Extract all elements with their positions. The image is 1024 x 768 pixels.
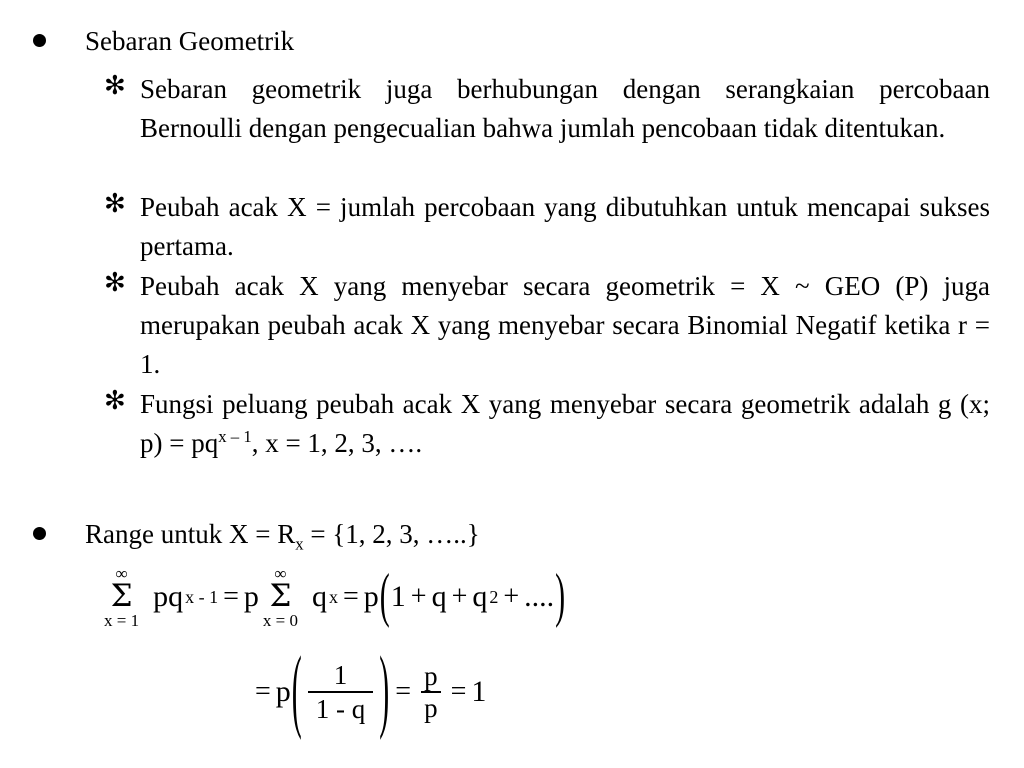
sub-bullet-1-block [0,70,1024,148]
plus-sign-1: + [410,581,427,613]
bullet-level2-item [0,70,1024,148]
sigma-icon: Σ [110,577,133,614]
equals-sign-5: = [450,676,467,708]
equation-line-2 [0,639,1024,742]
sub-bullet-4-lead: Fungsi peluang peubah acak X yang menyebar secara geometrik adalah g (x; p) = pq [140,389,990,458]
bullet-level2-item [0,385,1024,463]
fraction-numerator: p [424,661,438,691]
equation-line-2-block [0,639,1024,742]
series-ellipsis: .... [524,580,555,614]
fraction-denominator: p [424,693,438,724]
sub-bullet-4-block [0,385,1024,463]
term-q: q x [311,580,338,614]
equation-line-1-block [0,565,1024,630]
factor-p-1: p [243,580,259,614]
fraction-one-over-one-minus-q [308,660,374,724]
open-paren-icon: ( [291,639,302,742]
sub-bullet-4-exponent: x – 1 [218,427,252,446]
term-pq: pq x - 1 [153,580,219,614]
fraction-p-over-p [421,661,441,723]
range-lead: Range untuk X = R [85,519,296,549]
range-text [85,515,1024,553]
series-term-1: 1 [390,580,406,614]
plus-sign-3: + [503,581,520,613]
factor-p-3: p [275,675,291,709]
star-bullet-icon: ✻ [104,71,126,101]
term-pq-base: pq [153,580,184,614]
bullet-level1-range [0,515,1024,553]
equation-line-1 [0,565,1024,630]
sub-bullet-2-block [0,188,1024,266]
equals-sign-3: = [255,676,271,708]
sub-bullet-2-text: Peubah acak X = jumlah percobaan yang dibutuhkan untuk mencapai sukses pertama. [140,192,990,261]
equals-sign-4: = [395,676,412,708]
series-term-3-base: q [472,580,488,614]
sub-bullet-4-text [140,385,990,463]
bullet-level2-item [0,267,1024,384]
close-paren-icon: ) [555,563,566,630]
term-q-base: q [311,580,327,614]
sigma-icon: Σ [269,577,292,614]
summation-2 [263,565,298,630]
factor-p-2: p [363,580,379,614]
star-bullet-icon: ✻ [104,189,126,219]
summation-2-upper-limit: ∞ [274,564,287,583]
sub-bullet-3-block [0,267,1024,384]
summation-1-lower-limit: x = 1 [104,610,140,630]
summation-2-lower-limit: x = 0 [262,610,298,630]
fraction-numerator: 1 [333,660,348,690]
star-bullet-icon: ✻ [104,386,126,416]
equals-sign-2: = [342,581,359,613]
sub-bullet-1-text: Sebaran geometrik juga berhubungan dengan serangkaian percobaan Bernoulli dengan pengecualian bahwa jumlah pencobaan tidak ditentukan. [140,74,990,143]
heading-text: Sebaran Geometrik [85,26,295,56]
equals-sign-1: = [223,581,239,613]
range-bullet-block [0,515,1024,553]
range-tail: = {1, 2, 3, …..} [303,519,480,549]
series-term-2: q [431,580,447,614]
open-paren-icon: ( [379,563,390,630]
close-paren-icon: ) [379,639,390,742]
star-bullet-icon: ✻ [104,268,126,298]
sub-bullet-3-text: Peubah acak X yang menyebar secara geometrik = X ~ GEO (P) juga merupakan peubah acak X yang menyebar secara Binomial Negatif ketika r = 1. [140,271,990,379]
bullet-level1-heading [0,22,1024,60]
bullet-heading-block [0,22,1024,60]
equation-result: 1 [471,675,487,709]
range-subscript: x [295,534,304,554]
bullet-dot-icon [33,527,46,540]
fraction-denominator: 1 - q [315,694,366,725]
bullet-level2-item [0,188,1024,266]
summation-1-upper-limit: ∞ [115,564,128,583]
plus-sign-2: + [451,581,468,613]
series-term-3: q 2 [472,580,499,614]
sub-bullet-4-tail: , x = 1, 2, 3, …. [251,428,423,458]
bullet-dot-icon [33,34,46,47]
summation-1 [104,565,139,630]
